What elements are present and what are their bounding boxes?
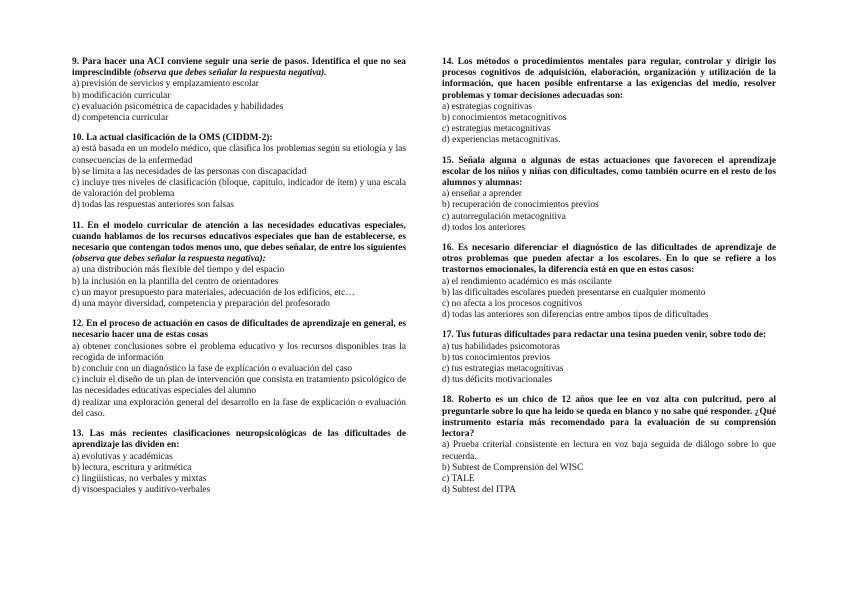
question-text bbox=[72, 133, 406, 144]
answer-option: c) un mayor presupuesto para materiales, adecuación de los edificios, etc… bbox=[72, 287, 355, 298]
answer-option: b) modificación curricular bbox=[72, 90, 171, 101]
question-statement: 13. Las más recientes clasificaciones neuropsicológicas de las dificultades de aprendizaje las dividen en: bbox=[72, 429, 406, 451]
question-statement: 17. Tus futuras dificultades para redactar una tesina pueden venir, sobre todo de: bbox=[442, 330, 767, 341]
question-text bbox=[72, 221, 406, 266]
answer-option: c) autorregulación metacognitiva bbox=[442, 211, 566, 222]
question-text bbox=[442, 156, 776, 190]
question-text bbox=[442, 395, 776, 440]
answer-option: c) estrategias metacognitivas bbox=[442, 124, 551, 135]
answer-option: c) incluir el diseño de un plan de intervención que consista en tratamiento psicológico de las necesidades educativas especiales del alumno bbox=[72, 375, 406, 397]
question-block bbox=[442, 156, 776, 234]
answer-options bbox=[72, 452, 406, 497]
question-text bbox=[72, 57, 406, 79]
answer-option: a) enseñar a aprender bbox=[442, 189, 522, 200]
answer-option: b) conocimientos metacognitivos bbox=[442, 113, 567, 124]
question-block bbox=[72, 319, 406, 420]
question-text bbox=[72, 429, 406, 451]
answer-options bbox=[72, 342, 406, 420]
answer-option: c) no afecta a los procesos cognitivos bbox=[442, 299, 583, 310]
answer-options bbox=[442, 189, 776, 234]
answer-option: c) TALE bbox=[442, 473, 475, 484]
question-statement: 18. Roberto es un chico de 12 años que lee en voz alta con pulcritud, pero al preguntarle sobre lo que ha leído se queda en blanco y no sabe qué responder. ¿Qué instrumento estaría más recomendado para la evaluación de su comprensión lectora? bbox=[442, 395, 776, 440]
answer-options bbox=[72, 144, 406, 211]
question-block bbox=[442, 330, 776, 386]
answer-option: d) todos los anteriores bbox=[442, 222, 526, 233]
answer-option: b) Subtest de Comprensión del WISC bbox=[442, 462, 584, 473]
answer-option: a) tus habilidades psicomotoras bbox=[442, 341, 560, 352]
answer-option: d) competencia curricular bbox=[72, 113, 169, 124]
question-statement: 14. Los métodos o procedimientos mentales para regular, controlar y dirigir los procesos cognitivos de adquisición, elaboración, organización y utilización de la información, que hacen posible enfrentarse a las exigencias del medio, resolver problemas y tomar decisiones adecuadas son: bbox=[442, 57, 776, 101]
left-column bbox=[72, 57, 406, 505]
answer-option: b) tus conocimientos previos bbox=[442, 352, 551, 363]
answer-option: a) obtener conclusiones sobre el problema educativo y los recursos disponibles tras la recogida de información bbox=[72, 341, 406, 363]
question-block bbox=[72, 221, 406, 311]
question-block bbox=[442, 395, 776, 496]
question-text bbox=[72, 319, 406, 341]
answer-option: d) visoespaciales y auditivo-verbales bbox=[72, 485, 211, 496]
question-block bbox=[442, 57, 776, 147]
answer-options bbox=[72, 79, 406, 124]
question-text bbox=[442, 330, 776, 341]
question-statement: 10. La actual clasificación de la OMS (CIDDM-2): bbox=[72, 133, 273, 144]
answer-option: c) tus estrategias metacognitivas bbox=[442, 364, 564, 375]
answer-option: c) evaluación psicométrica de capacidades y habilidades bbox=[72, 101, 284, 112]
question-statement: 9. Para hacer una ACI conviene seguir una serie de pasos. Identifica el que no sea imprescindible bbox=[72, 57, 406, 79]
answer-options bbox=[442, 342, 776, 387]
question-block bbox=[72, 429, 406, 496]
answer-option: b) las dificultades escolares pueden presentarse en cualquier momento bbox=[442, 287, 706, 298]
answer-option: c) incluye tres niveles de clasificación (bloque, capítulo, indicador de ítem) y una escala de valoración del problema bbox=[72, 178, 406, 200]
answer-option: d) tus déficits motivacionales bbox=[442, 375, 553, 386]
question-block bbox=[442, 243, 776, 321]
answer-option: d) Subtest del ITPA bbox=[442, 485, 516, 496]
question-statement: 16. Es necesario diferenciar el diagnóstico de las dificultades de aprendizaje de otros problemas que pueden afectar a los escolares. En lo que se refiere a los trastornos emocionales, la diferencia está en que en estos casos: bbox=[442, 243, 776, 276]
question-text bbox=[442, 57, 776, 102]
answer-option: a) Prueba criterial consistente en lectura en voz baja seguida de diálogo sobre lo que recuerda. bbox=[442, 440, 776, 462]
answer-option: d) todas las anteriores son diferencias entre ambos tipos de dificultades bbox=[442, 310, 709, 321]
answer-option: a) el rendimiento académico es más oscilante bbox=[442, 276, 612, 287]
answer-option: a) una distribución más flexible del tiempo y del espacio bbox=[72, 265, 285, 276]
answer-option: a) previsión de servicios y emplazamiento escolar bbox=[72, 79, 259, 90]
question-block bbox=[72, 133, 406, 211]
answer-option: a) está basada en un modelo médico, que clasifica los problemas según su etiología y las consecuencias de la enfermedad bbox=[72, 144, 406, 166]
answer-options bbox=[442, 440, 776, 496]
answer-options bbox=[72, 265, 406, 310]
answer-option: d) una mayor diversidad, competencia y preparación del profesorado bbox=[72, 299, 330, 310]
answer-option: d) experiencias metacognitivas. bbox=[442, 135, 561, 146]
answer-option: a) evolutivas y académicas bbox=[72, 451, 173, 462]
question-text bbox=[442, 243, 776, 277]
answer-option: c) lingüísticas, no verbales y mixtas bbox=[72, 473, 207, 484]
answer-option: a) estrategias cognitivas bbox=[442, 101, 533, 112]
question-statement: 12. En el proceso de actuación en casos de dificultades de aprendizaje en general, es necesario hacer una de estas cosas bbox=[72, 319, 406, 341]
question-statement: 11. En el modelo curricular de atención a las necesidades educativas especiales, cuando hablamos de los recursos educativos especiales que han de establecerse, es necesario que contengan todos menos uno, que debes señalar, de entre los siguientes bbox=[72, 220, 406, 254]
answer-options bbox=[442, 277, 776, 322]
answer-option: b) se limita a las necesidades de las personas con discapacidad bbox=[72, 166, 307, 177]
answer-option: d) realizar una exploración general del desarrollo en la fase de explicación o evaluación del caso. bbox=[72, 397, 406, 419]
answer-option: b) la inclusión en la plantilla del centro de orientadores bbox=[72, 276, 279, 287]
answer-option: b) recuperación de conocimientos previos bbox=[442, 200, 599, 211]
question-note: (observa que debes señalar la respuesta negativa): bbox=[72, 254, 266, 265]
answer-option: b) concluir con un diagnóstico la fase de explicación o evaluación del caso bbox=[72, 364, 353, 375]
answer-option: b) lectura, escritura y aritmética bbox=[72, 462, 192, 473]
question-note: (observa que debes señalar la respuesta negativa). bbox=[133, 68, 327, 79]
right-column bbox=[442, 57, 776, 505]
answer-option: d) todas las respuestas anteriores son falsas bbox=[72, 200, 234, 211]
question-block bbox=[72, 57, 406, 124]
answer-options bbox=[442, 102, 776, 147]
question-statement: 15. Señala alguna o algunas de estas actuaciones que favorecen el aprendizaje escolar de los niños y niñas con dificultades, como también ocurre en el resto de los alumnos y alumnas: bbox=[442, 155, 776, 189]
